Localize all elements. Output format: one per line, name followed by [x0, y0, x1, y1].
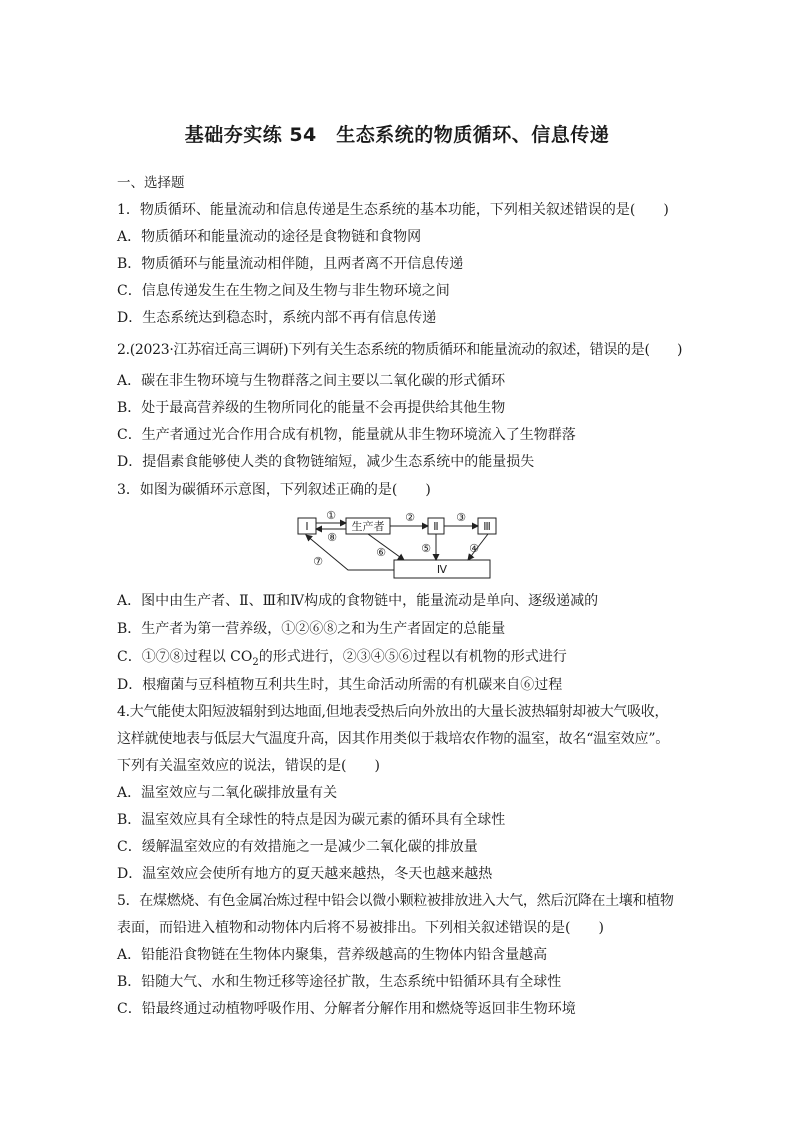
node-producer-label: 生产者 — [351, 520, 385, 533]
node-IV-label: Ⅳ — [436, 563, 448, 576]
q3-option-c — [117, 648, 567, 672]
node-II-label: Ⅱ — [433, 520, 439, 533]
q4-option-d: D．温室效应会使所有地方的夏天越来越热，冬天也越来越热 — [117, 866, 493, 882]
q4-option-c: C．缓解温室效应的有效措施之一是减少二氧化碳的排放量 — [117, 839, 478, 855]
q3-stem: 3．如图为碳循环示意图，下列叙述正确的是( ) — [117, 482, 431, 498]
node-III-label: Ⅲ — [483, 520, 491, 533]
q2-option-d: D．提倡素食能够使人类的食物链缩短，减少生态系统中的能量损失 — [117, 454, 535, 470]
label-7: ⑦ — [313, 555, 323, 568]
q2-option-b: B．处于最高营养级的生物所同化的能量不会再提供给其他生物 — [117, 400, 506, 416]
q4-option-b: B．温室效应具有全球性的特点是因为碳元素的循环具有全球性 — [117, 812, 506, 828]
q3-option-c-sub: 2 — [252, 656, 259, 668]
arrow-6 — [368, 534, 404, 560]
q3-option-c-post: 的形式进行，②③④⑤⑥过程以有机物的形式进行 — [258, 649, 567, 665]
q5-option-a: A．铅能沿食物链在生物体内聚集，营养级越高的生物体内铅含量越高 — [117, 947, 548, 963]
q1-option-a: A．物质循环和能量流动的途径是食物链和食物网 — [117, 229, 422, 245]
node-I-label: Ⅰ — [305, 520, 309, 533]
q3-option-d: D．根瘤菌与豆科植物互利共生时，其生命活动所需的有机碳来自⑥过程 — [117, 677, 563, 693]
carbon-cycle-diagram — [292, 508, 502, 583]
label-5: ⑤ — [421, 542, 431, 555]
q5-stem-line1: 5．在煤燃烧、有色金属冶炼过程中铅会以微小颗粒被排放进入大气，然后沉降在土壤和植物 — [117, 893, 674, 909]
q4-option-a: A．温室效应与二氧化碳排放量有关 — [117, 785, 338, 801]
q4-stem-line3: 下列有关温室效应的说法，错误的是( ) — [117, 758, 380, 774]
q5-option-c: C．铅最终通过动植物呼吸作用、分解者分解作用和燃烧等返回非生物环境 — [117, 1001, 576, 1017]
q1-stem: 1．物质循环、能量流动和信息传递是生态系统的基本功能，下列相关叙述错误的是( ) — [117, 202, 669, 218]
label-6: ⑥ — [376, 546, 386, 559]
q5-option-b: B．铅随大气、水和生物迁移等途径扩散，生态系统中铅循环具有全球性 — [117, 974, 562, 990]
q4-stem-line1: 4.大气能使太阳短波辐射到达地面,但地表受热后向外放出的大量长波热辐射却被大气吸收， — [117, 704, 669, 720]
section-heading: 一、选择题 — [117, 175, 185, 191]
q2-stem: 2.(2023·江苏宿迁高三调研)下列有关生态系统的物质循环和能量流动的叙述，错误的是( ) — [117, 342, 683, 358]
q3-option-a: A．图中由生产者、Ⅱ、Ⅲ和Ⅳ构成的食物链中，能量流动是单向、逐级递减的 — [117, 593, 599, 609]
label-1: ① — [326, 509, 336, 522]
q1-option-d: D．生态系统达到稳态时，系统内部不再有信息传递 — [117, 310, 437, 326]
q3-option-b: B．生产者为第一营养级，①②⑥⑧之和为生产者固定的总能量 — [117, 621, 506, 637]
page-title: 基础夯实练 54 生态系统的物质循环、信息传递 — [184, 124, 610, 146]
q1-option-b: B．物质循环与能量流动相伴随，且两者离不开信息传递 — [117, 256, 464, 272]
q2-option-a: A．碳在非生物环境与生物群落之间主要以二氧化碳的形式循环 — [117, 373, 506, 389]
q5-stem-line2: 表面，而铅进入植物和动物体内后将不易被排出。下列相关叙述错误的是( ) — [117, 920, 604, 936]
q1-option-c: C．信息传递发生在生物之间及生物与非生物环境之间 — [117, 283, 450, 299]
label-8: ⑧ — [327, 531, 337, 544]
q2-option-c: C．生产者通过光合作用合成有机物，能量就从非生物环境流入了生物群落 — [117, 427, 576, 443]
q4-stem-line2: 这样就使地表与低层大气温度升高，因其作用类似于栽培农作物的温室，故名“温室效应”。 — [117, 731, 670, 747]
label-4: ④ — [469, 542, 479, 555]
label-2: ② — [405, 511, 415, 524]
q3-option-c-pre: C．①⑦⑧过程以 CO — [117, 649, 253, 665]
label-3: ③ — [456, 511, 466, 524]
